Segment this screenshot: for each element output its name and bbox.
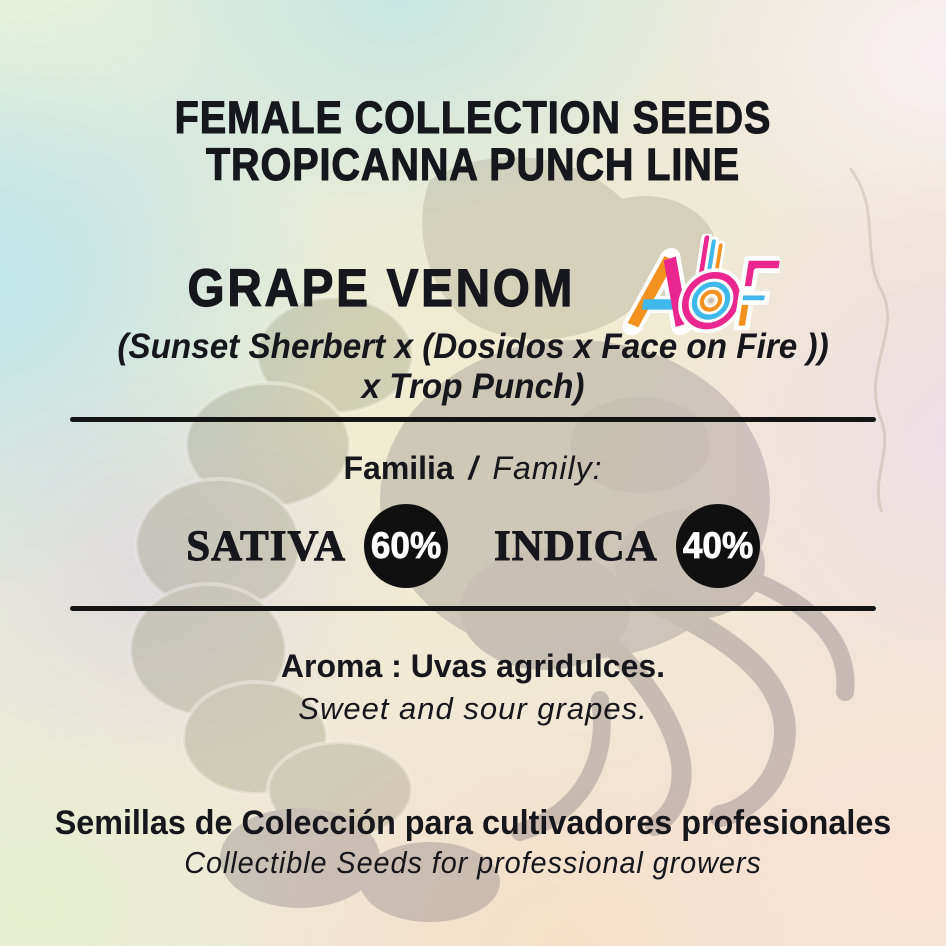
- indica-percent-value: 40%: [682, 525, 753, 566]
- family-label-es: Familia: [343, 450, 454, 486]
- ratio-row: [0, 502, 946, 590]
- collection-title: [57, 94, 889, 189]
- footer-line-en: Collectible Seeds for professional growers: [184, 845, 762, 880]
- indica-percent-badge: [676, 504, 760, 588]
- divider-bottom: [70, 606, 876, 611]
- lineage-line1: (Sunset Sherbert x (Dosidos x Face on Fire )): [117, 327, 829, 366]
- family-separator: /: [468, 450, 478, 486]
- lineage-line2: x Trop Punch): [361, 366, 585, 406]
- collection-title-line1: FEMALE COLLECTION SEEDS: [174, 92, 772, 143]
- collection-title-line2: TROPICANNA PUNCH LINE: [205, 139, 741, 191]
- family-heading: [0, 450, 946, 487]
- aroma-text-en: Sweet and sour grapes.: [298, 691, 648, 726]
- abf-brand-logo-icon: [618, 234, 780, 342]
- sativa-percent-badge: [364, 504, 448, 588]
- family-label-en: Family:: [492, 450, 603, 486]
- strain-name: GRAPE VENOM: [187, 258, 575, 318]
- aroma-text-es: Aroma : Uvas agridulces.: [280, 648, 666, 684]
- sativa-percent-value: 60%: [370, 525, 442, 566]
- sativa-ratio: [186, 504, 448, 588]
- divider-top: [70, 417, 876, 422]
- footer-line-es: Semillas de Colección para cultivadores profesionales: [54, 804, 892, 842]
- indica-ratio: [494, 504, 760, 588]
- indica-label: INDICA: [494, 522, 658, 570]
- strain-lineage: [24, 327, 923, 406]
- sativa-label: SATIVA: [186, 522, 347, 570]
- strain-row: [0, 234, 946, 342]
